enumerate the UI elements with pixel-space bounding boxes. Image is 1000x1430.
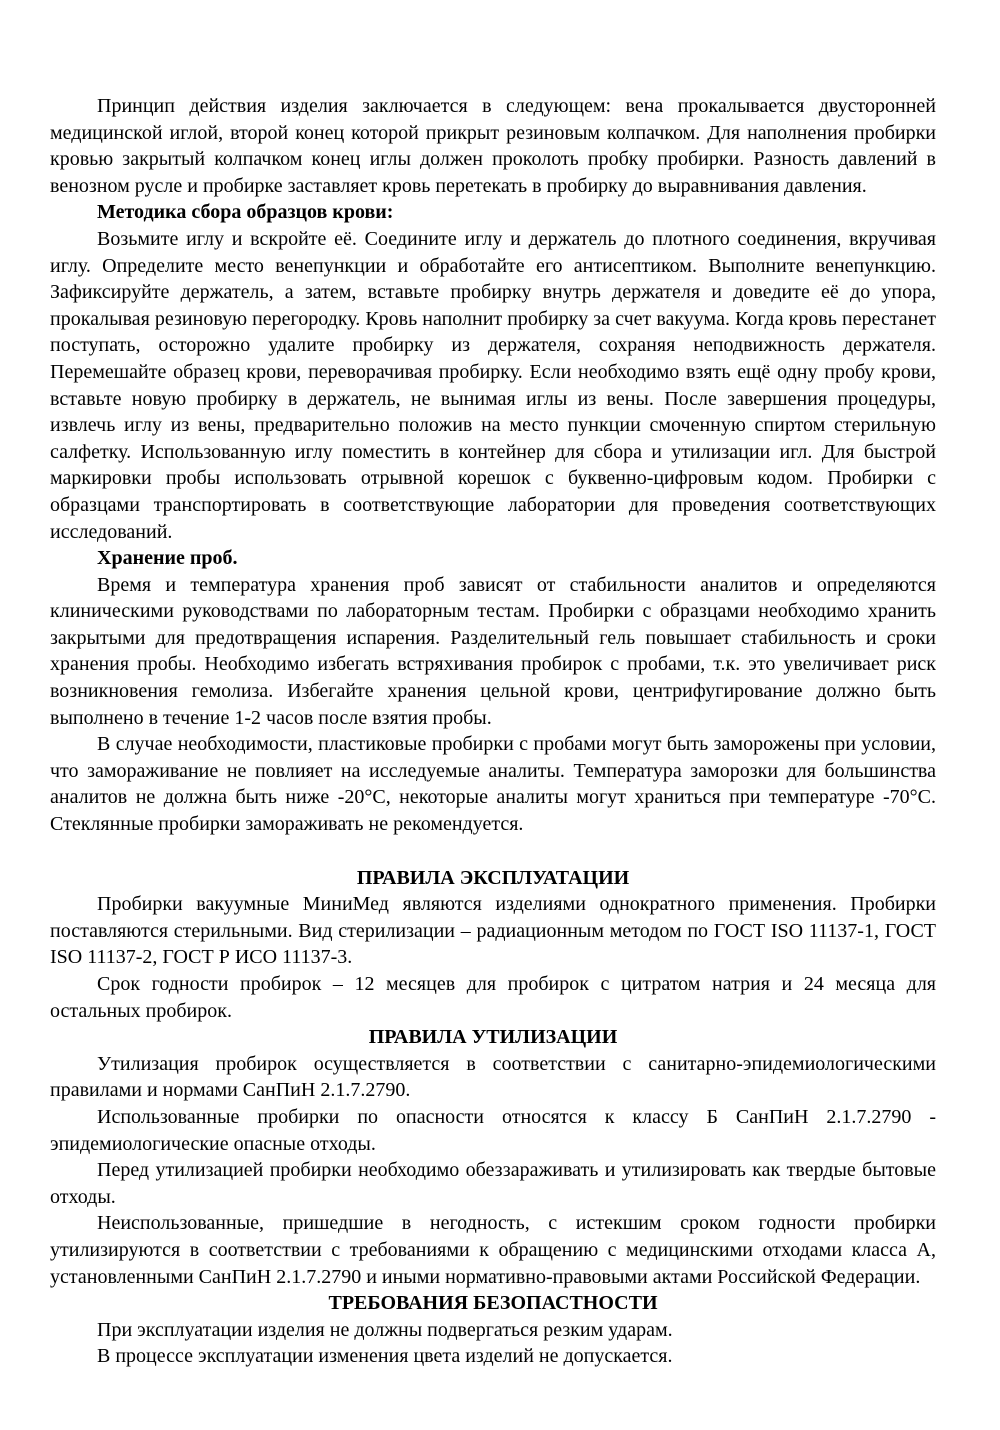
- paragraph-unused-expired-tubes: Неиспользованные, пришедшие в негодность, с истекшим сроком годности пробирки утилизируются в соответствии с требованиями к обращению с медицинскими отходами класса А, установленными СанПиН 2.1.7.2790 и иными нормативно-правовыми актами Российской Федерации.: [50, 1212, 936, 1288]
- heading-sample-storage: Хранение проб.: [97, 547, 238, 570]
- paragraph-no-color-change: В процессе эксплуатации изменения цвета изделий не допускается.: [97, 1345, 673, 1368]
- paragraph-disinfection-before-disposal: Перед утилизацией пробирки необходимо обеззараживать и утилизировать как твердые бытовые отходы.: [50, 1159, 936, 1208]
- heading-blood-collection-method: Методика сбора образцов крови:: [97, 201, 394, 224]
- paragraph-disposal-sanpin: Утилизация пробирок осуществляется в соответствии с санитарно-эпидемиологическими правилами и нормами СанПиН 2.1.7.2790.: [50, 1052, 936, 1102]
- section-title-disposal-rules: ПРАВИЛА УТИЛИЗАЦИИ: [368, 1026, 618, 1049]
- section-title-safety-requirements: ТРЕБОВАНИЯ БЕЗОПАСТНОСТИ: [328, 1292, 658, 1315]
- document-body: [50, 93, 936, 1370]
- paragraph-shelf-life: Срок годности пробирок – 12 месяцев для пробирок с цитратом натрия и 24 месяца для остальных пробирок.: [50, 973, 936, 1022]
- paragraph-no-sharp-impacts: При эксплуатации изделия не должны подвергаться резким ударам.: [97, 1318, 673, 1341]
- paragraph-principle-of-operation: Принцип действия изделия заключается в следующем: вена прокалывается двусторонней медицинской иглой, второй конец которой прикрыт резиновым колпачком. Для наполнения пробирки кровью закрытый колпачком конец иглы должен проколоть пробку пробирки. Разность давлений в венозном русле и пробирке заставляет кровь перетекать в пробирку до выравнивания давления.: [50, 95, 936, 197]
- paragraph-blood-collection-procedure: Возьмите иглу и вскройте её. Соедините иглу и держатель до плотного соединения, вкручивая иглу. Определите место венепункции и обработайте его антисептиком. Выполните венепункцию. Зафиксируйте держатель, а затем, вставьте пробирку внутрь держателя и доведите её до упора, прокалывая резиновую перегородку. Кровь наполнит пробирку за счет вакуума. Когда кровь перестанет поступать, осторожно удалите пробирку из держателя, сохраняя неподвижность держателя. Перемешайте образец крови, переворачивая пробирку. Если необходимо взять ещё одну пробу крови, вставьте новую пробирку в держатель, не вынимая иглы из вены. После завершения процедуры, извлечь иглу из вены, предварительно положив на место пункции смоченную спиртом стерильную салфетку. Использованную иглу поместить в контейнер для сбора и утилизации игл. Для быстрой маркировки пробы использовать отрывной корешок с буквенно-цифровым кодом. Пробирки с образцами транспортировать в соответствующие лаборатории для проведения соответствующих исследований.: [50, 227, 936, 543]
- paragraph-used-tubes-class-b: Использованные пробирки по опасности относятся к классу Б СанПиН 2.1.7.2790 - эпидемиологические опасные отходы.: [50, 1105, 936, 1155]
- paragraph-single-use-sterilization: Пробирки вакуумные МиниМед являются изделиями однократного применения. Пробирки поставляются стерильными. Вид стерилизации – радиационным методом по ГОСТ ISO 11137-1, ГОСТ ISO 11137-2, ГОСТ Р ИСО 11137-3.: [50, 893, 936, 969]
- section-title-operation-rules: ПРАВИЛА ЭКСПЛУАТАЦИИ: [356, 866, 630, 889]
- paragraph-freezing-conditions: В случае необходимости, пластиковые пробирки с пробами могут быть заморожены при условии, что замораживание не повлияет на исследуемые аналиты. Температура заморозки для большинства аналитов не должна быть ниже -20°С, некоторые аналиты могут храниться при температуре -70°С. Стеклянные пробирки замораживать не рекомендуется.: [50, 733, 936, 836]
- paragraph-storage-conditions: Время и температура хранения проб зависят от стабильности аналитов и определяются клиническими руководствами по лабораторным тестам. Пробирки с образцами необходимо хранить закрытыми для предотвращения испарения. Разделительный гель повышает стабильность и сроки хранения пробы. Необходимо избегать встряхивания пробирок с пробами, т.к. это увеличивает риск возникновения гемолиза. Избегайте хранения цельной крови, центрифугирование должно быть выполнено в течение 1-2 часов после взятия пробы.: [50, 573, 936, 729]
